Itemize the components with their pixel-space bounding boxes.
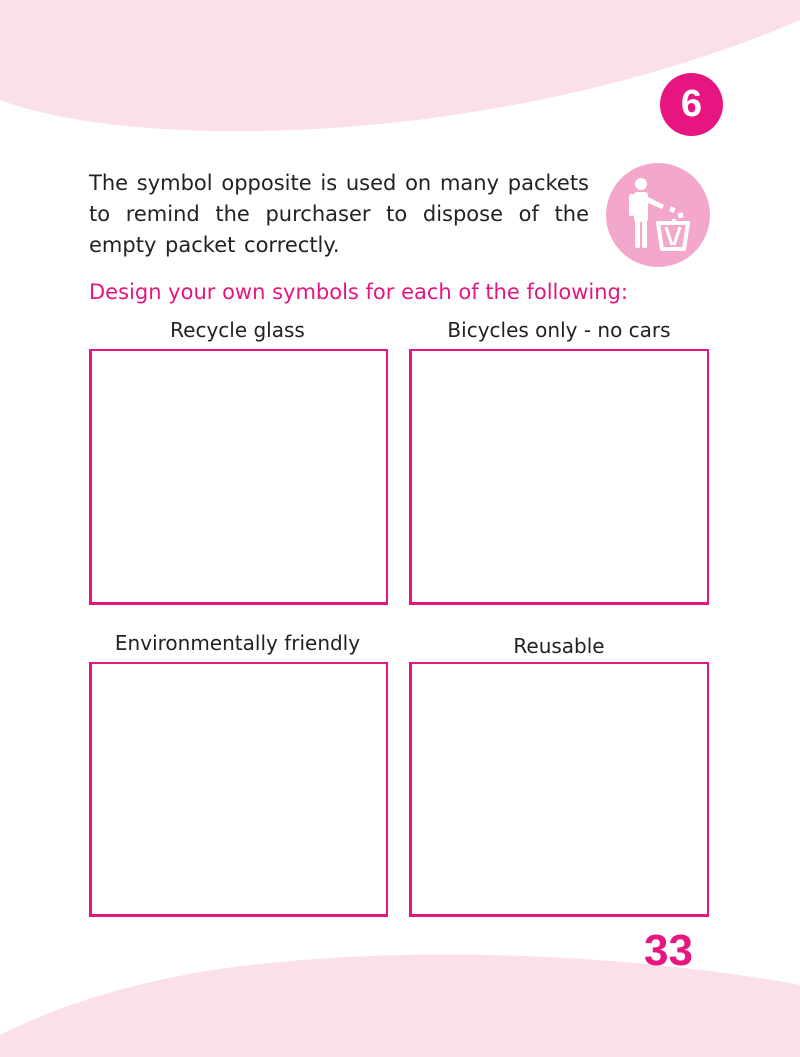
- drawing-box-recycle-glass[interactable]: [89, 349, 388, 605]
- box-label-bicycles-only: Bicycles only - no cars: [447, 318, 671, 342]
- box-label-environmentally-friendly: Environmentally friendly: [114, 631, 361, 655]
- unit-number-badge: 6: [660, 73, 723, 136]
- box-label-recycle-glass: Recycle glass: [170, 318, 305, 342]
- page-number: 33: [644, 926, 693, 975]
- instruction-heading: Design your own symbols for each of the following:: [89, 280, 628, 304]
- tidy-man-litter-bin-icon: [606, 163, 710, 267]
- drawing-box-bicycles-only[interactable]: [409, 349, 709, 605]
- drawing-box-reusable[interactable]: [409, 662, 709, 917]
- box-label-reusable: Reusable: [513, 634, 605, 658]
- intro-paragraph: The symbol opposite is used on many packets to remind the purchaser to dispose of the empty packet correctly.: [89, 171, 589, 257]
- drawing-box-environmentally-friendly[interactable]: [89, 662, 388, 917]
